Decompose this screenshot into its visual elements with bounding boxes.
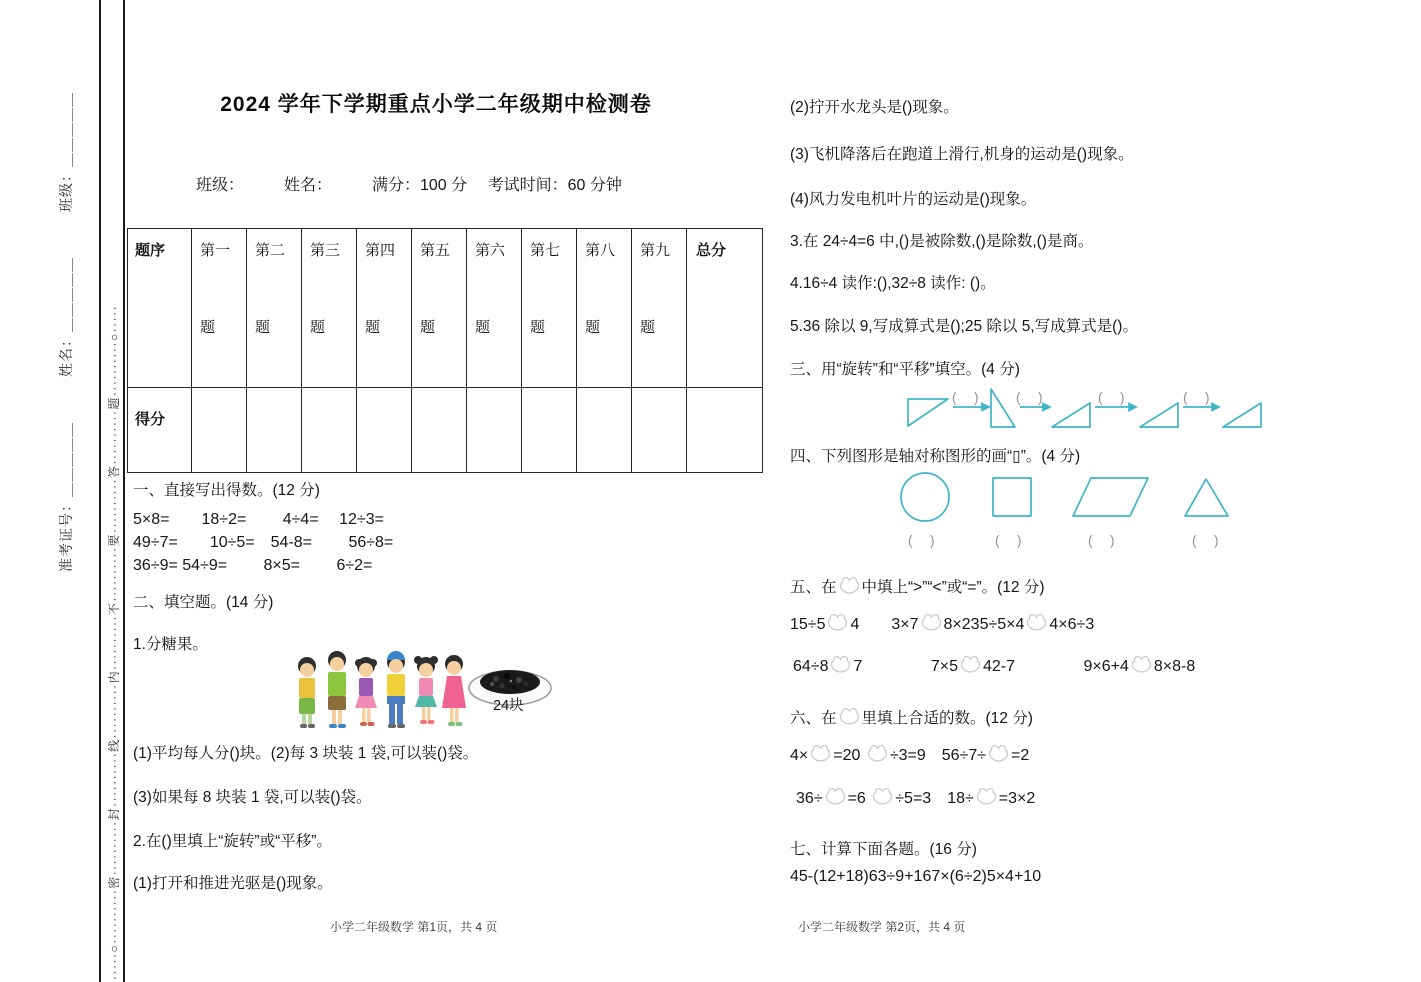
- cloud-blank-icon: [866, 743, 889, 764]
- child-figure: [442, 655, 466, 726]
- score-table-column: 第三 题: [302, 229, 357, 388]
- cloud-blank-icon: [824, 786, 847, 807]
- score-table-column: 第二 题: [247, 229, 302, 388]
- page2-footer: 小学二年级数学 第2页，共 4 页: [798, 920, 966, 934]
- section3-title: 三、用“旋转”和“平移”填空。(4 分): [790, 361, 1020, 378]
- score-empty-cell: [687, 388, 763, 473]
- section2-item2: 2.在()里填上“旋转”或“平移”。: [133, 833, 332, 850]
- score-empty-cell: [357, 388, 412, 473]
- score-empty-cell: [192, 388, 247, 473]
- symmetry-blank: ( ): [1088, 533, 1117, 548]
- question-line: (1)打开和推进光驱是()现象。: [133, 875, 333, 892]
- cloud-blank-icon: [1025, 612, 1048, 633]
- transform-blank: ( ): [1016, 390, 1045, 405]
- question-line: 3.在 24÷4=6 中,()是被除数,()是除数,()是商。: [790, 233, 1094, 250]
- triangle-shape: [1223, 403, 1261, 427]
- cloud-blank-icon: [838, 706, 861, 727]
- symmetry-shapes-diagram: [898, 470, 1243, 522]
- score-label-cell: 得分: [128, 388, 192, 473]
- symmetry-blank: ( ): [995, 533, 1024, 548]
- student-info-fields: 准考证号：＿＿＿＿＿ 姓名：＿＿＿＿＿ 班级：＿＿＿＿＿: [58, 92, 74, 572]
- calc-row: 49÷7= 10÷5= 54-8= 56÷8=: [133, 534, 394, 551]
- compare-row: 15÷5 4 3×7 8×235÷5×4 4×6÷3: [790, 611, 1094, 634]
- score-table-column: 第六 题: [467, 229, 522, 388]
- calc-row: 36÷9= 54÷9= 8×5= 6÷2=: [133, 557, 373, 574]
- calc-expression: 45-(12+18)63÷9+167×(6÷2)5×4+10: [790, 868, 1042, 885]
- square-shape: [993, 478, 1031, 516]
- cloud-blank-icon: [1130, 654, 1153, 675]
- section7-title: 七、计算下面各题。(16 分): [790, 841, 977, 858]
- triangle-shape: [1140, 403, 1178, 427]
- child-figure: [387, 651, 405, 728]
- page1-footer: 小学二年级数学 第1页，共 4 页: [330, 920, 498, 934]
- cloud-blank-icon: [959, 654, 982, 675]
- symmetry-blank: ( ): [1192, 533, 1221, 548]
- score-empty-cell: [522, 388, 577, 473]
- seal-line-text: ·····○··········密··········封··········线··········内··········不··········要··········答··········题··········○·····: [107, 304, 121, 980]
- fill-number-row: 4× =20 ÷3=9 56÷7÷ =2: [790, 742, 1029, 765]
- candy-count-label: 24块: [493, 698, 524, 714]
- children-candy-illustration: [293, 646, 563, 738]
- score-empty-cell: [467, 388, 522, 473]
- cloud-blank-icon: [987, 743, 1010, 764]
- score-empty-cell: [247, 388, 302, 473]
- child-figure: [414, 656, 438, 724]
- section2-title: 二、填空题。(14 分): [133, 594, 274, 611]
- score-table-column: 第九 题: [632, 229, 687, 388]
- score-empty-cell: [632, 388, 687, 473]
- calc-row: 5×8= 18÷2= 4÷4= 12÷3=: [133, 511, 384, 528]
- triangle-shape: [991, 389, 1015, 427]
- question-line: (3)飞机降落后在跑道上滑行,机身的运动是()现象。: [790, 146, 1134, 163]
- transform-blank: ( ): [952, 390, 981, 405]
- score-table-column: 第五 题: [412, 229, 467, 388]
- cloud-blank-icon: [871, 786, 894, 807]
- cloud-blank-icon: [826, 612, 849, 633]
- score-table-column: 第七 题: [522, 229, 577, 388]
- compare-row: 64÷8 7 7×5 42-7 9×6+4 8×8-8: [793, 653, 1195, 676]
- child-figure: [298, 657, 316, 728]
- triangle-shape: [1185, 479, 1228, 516]
- triangle-shape: [1052, 403, 1090, 427]
- parallelogram-shape: [1073, 478, 1148, 516]
- section5-title: 五、在 中填上“>”“<”或“=”。(12 分): [790, 575, 1045, 597]
- page-title: 2024 学年下学期重点小学二年级期中检测卷: [220, 93, 652, 116]
- section4-title: 四、下列图形是轴对称图形的画“▯”。(4 分): [790, 448, 1081, 465]
- score-empty-cell: [577, 388, 632, 473]
- cloud-blank-icon: [838, 575, 861, 596]
- cloud-blank-icon: [975, 786, 998, 807]
- exam-info-line: 班级： 姓名： 满分：100 分 考试时间：60 分钟: [196, 177, 622, 194]
- transform-blank: ( ): [1183, 390, 1212, 405]
- cloud-blank-icon: [920, 612, 943, 633]
- score-empty-cell: [302, 388, 357, 473]
- question-line: (4)风力发电机叶片的运动是()现象。: [790, 191, 1037, 208]
- child-figure: [355, 657, 377, 726]
- question-line: 5.36 除以 9,写成算式是();25 除以 5,写成算式是()。: [790, 318, 1138, 335]
- child-figure: [328, 651, 346, 728]
- section2-item1: 1.分糖果。: [133, 636, 208, 653]
- fill-number-row: 36÷ =6 ÷5=3 18÷ =3×2: [796, 785, 1035, 808]
- question-line: (2)拧开水龙头是()现象。: [790, 99, 959, 116]
- triangle-shape: [908, 399, 948, 426]
- circle-shape: [901, 473, 949, 521]
- section6-title: 六、在 里填上合适的数。(12 分): [790, 706, 1033, 728]
- cloud-blank-icon: [829, 654, 852, 675]
- score-table-column: 第一 题: [192, 229, 247, 388]
- question-line: 4.16÷4 读作:(),32÷8 读作: ()。: [790, 275, 996, 292]
- score-table-column: 第四 题: [357, 229, 412, 388]
- score-table-header: 题序: [128, 229, 192, 388]
- question-line: (1)平均每人分()块。(2)每 3 块装 1 袋,可以装()袋。: [133, 745, 479, 762]
- score-empty-cell: [412, 388, 467, 473]
- score-table-total: 总分: [687, 229, 763, 388]
- question-line: (3)如果每 8 块装 1 袋,可以装()袋。: [133, 789, 372, 806]
- score-table-column: 第八 题: [577, 229, 632, 388]
- cloud-blank-icon: [809, 743, 832, 764]
- transform-blank: ( ): [1098, 390, 1127, 405]
- symmetry-blank: ( ): [908, 533, 937, 548]
- score-table: [127, 228, 763, 473]
- section1-title: 一、直接写出得数。(12 分): [133, 482, 320, 499]
